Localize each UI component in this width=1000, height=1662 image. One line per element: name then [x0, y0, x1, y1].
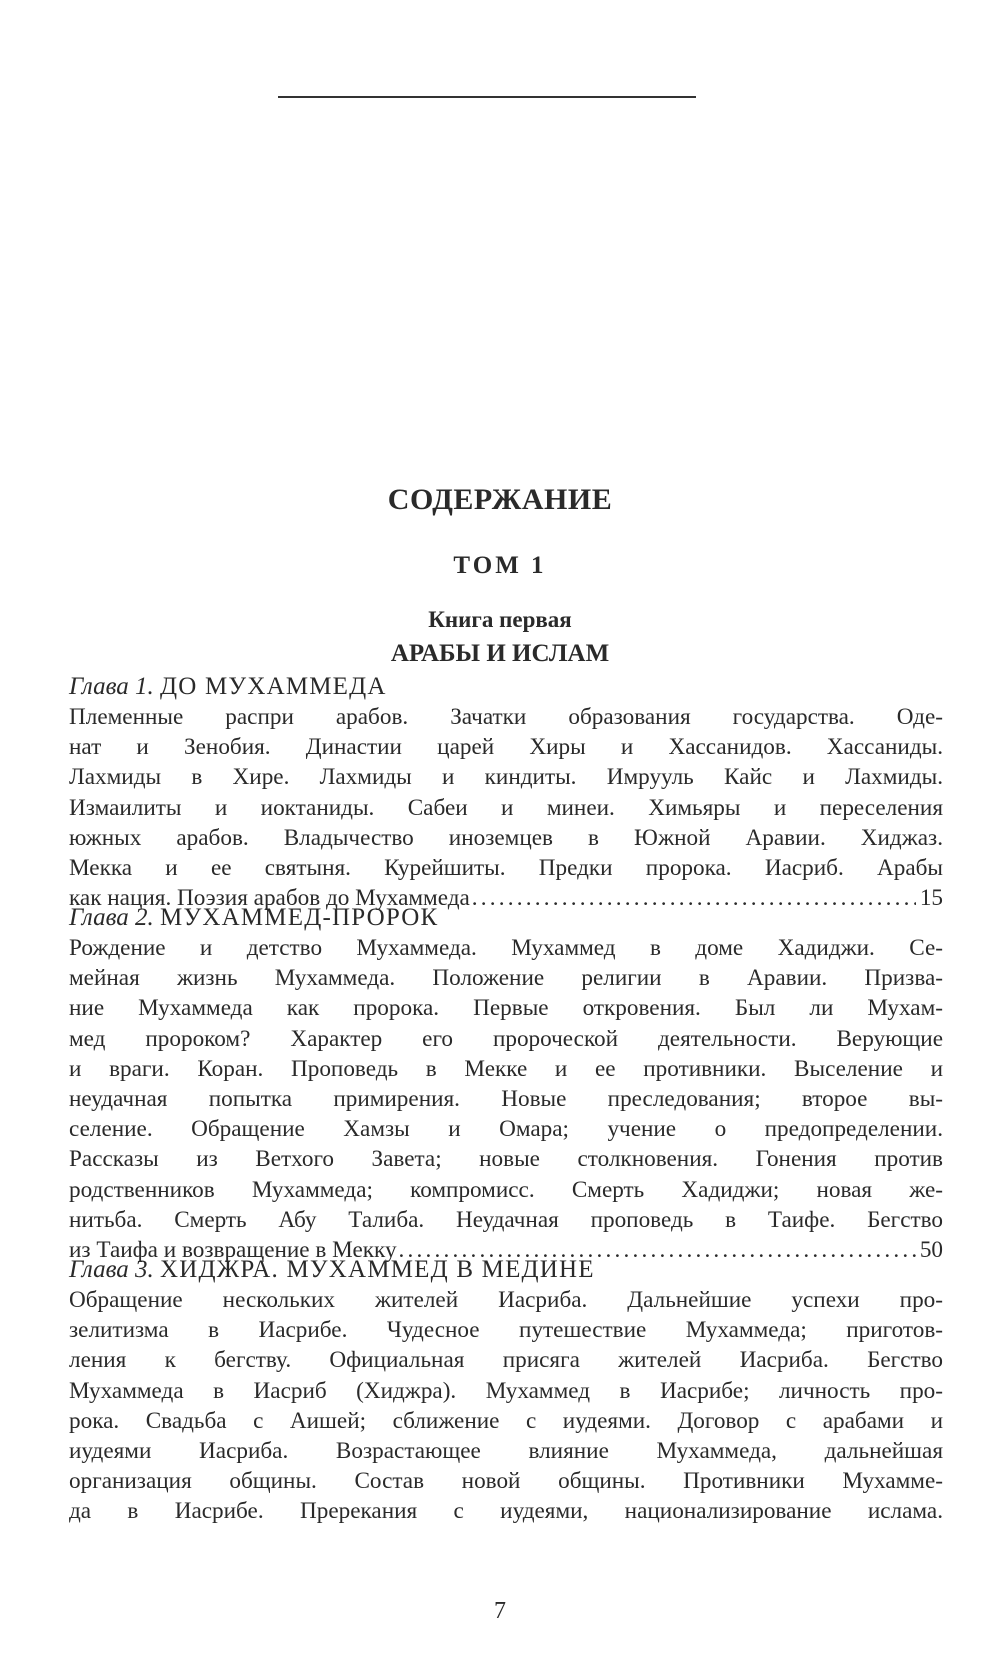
chapter-text-line: и враги. Коран. Проповедь в Мекке и ее противники. Выселение и	[69, 1055, 943, 1082]
chapter-text-line: Лахмиды в Хире. Лахмиды и киндиты. Имрууль Кайс и Лахмиды.	[69, 764, 943, 791]
chapter-label: Глава 2.	[69, 904, 154, 931]
chapter-text-line: Мекка и ее святыня. Курейшиты. Предки пророка. Иасриб. Арабы	[69, 854, 943, 881]
chapter-text-line: нат и Зенобия. Династии царей Хиры и Хассанидов. Хассаниды.	[69, 734, 943, 761]
chapter-2	[69, 903, 943, 1265]
chapter-text-line: нитьба. Смерть Абу Талиба. Неудачная проповедь в Таифе. Бегство	[69, 1206, 943, 1233]
chapter-text-line: Племенные распри арабов. Зачатки образования государства. Оде-	[69, 704, 943, 730]
volume-title: ТОМ 1	[453, 552, 547, 579]
chapter-label: Глава 1.	[69, 673, 154, 700]
chapter-text-line: Измаилиты и иоктаниды. Сабеи и минеи. Химьяры и переселения	[69, 794, 943, 821]
chapter-title: ХИДЖРА. МУХАММЕД В МЕДИНЕ	[160, 1256, 595, 1283]
chapter-text-line: рока. Свадьба с Аишей; сближение с иудеями. Договор с арабами и	[69, 1407, 943, 1434]
top-rule	[278, 96, 696, 98]
chapter-text-line: мейная жизнь Мухаммеда. Положение религии в Аравии. Призва-	[69, 965, 943, 992]
chapter-text-line: организация общины. Состав новой общины. Противники Мухамме-	[69, 1468, 943, 1495]
chapter-title: ДО МУХАММЕДА	[160, 673, 387, 700]
toc-page-number: 50	[919, 1236, 943, 1263]
chapter-text-line: южных арабов. Владычество иноземцев в Южной Аравии. Хиджаз.	[69, 824, 943, 851]
chapter-label: Глава 3.	[69, 1256, 154, 1283]
chapter-text-line: ления к бегству. Официальная присяга жителей Иасриба. Бегство	[69, 1347, 943, 1374]
chapter-text-line: Мухаммеда в Иасриб (Хиджра). Мухаммед в Иасрибе; личность про-	[69, 1377, 943, 1404]
chapter-text-line: иудеями Иасриба. Возрастающее влияние Мухаммеда, дальнейшая	[69, 1437, 943, 1464]
chapter-text-line: как нация. Поэзия арабов до Мухаммеда	[69, 885, 470, 912]
chapter-text-line: ние Мухаммеда как пророка. Первые откровения. Был ли Мухам-	[69, 995, 943, 1022]
chapter-heading	[69, 903, 943, 933]
chapter-text-line: да в Иасрибе. Пререкания с иудеями, национализирование ислама.	[69, 1498, 943, 1525]
book-title: АРАБЫ И ИСЛАМ	[390, 640, 610, 667]
chapter-text-line: родственников Мухаммеда; компромисс. Смерть Хадиджи; новая же-	[69, 1176, 943, 1203]
chapter-text-line: Рождение и детство Мухаммеда. Мухаммед в доме Хадиджи. Се-	[69, 935, 943, 961]
book-label: Книга первая	[428, 607, 572, 632]
chapter-text-line: неудачная попытка примирения. Новые преследования; второе вы-	[69, 1085, 943, 1112]
chapter-3	[69, 1255, 943, 1527]
chapter-text-line: Обращение нескольких жителей Иасриба. Дальнейшие успехи про-	[69, 1287, 943, 1313]
chapter-text-line: Рассказы из Ветхого Завета; новые столкновения. Гонения против	[69, 1146, 943, 1173]
chapter-text-line: селение. Обращение Хамзы и Омара; учение о предопределении.	[69, 1116, 943, 1143]
toc-page-number: 15	[919, 885, 943, 912]
chapter-1	[69, 672, 943, 913]
chapter-text-line: из Таифа и возвращение в Мекку	[69, 1236, 397, 1263]
contents-title: СОДЕРЖАНИЕ	[387, 483, 613, 516]
page-number: 7	[494, 1598, 506, 1624]
chapter-heading	[69, 1255, 943, 1285]
chapter-heading	[69, 672, 943, 702]
chapter-text-line: мед пророком? Характер его пророческой деятельности. Верующие	[69, 1025, 943, 1052]
chapter-text-line: зелитизма в Иасрибе. Чудесное путешествие Мухаммеда; приготов-	[69, 1317, 943, 1344]
chapter-title: МУХАММЕД-ПРОРОК	[160, 904, 439, 931]
